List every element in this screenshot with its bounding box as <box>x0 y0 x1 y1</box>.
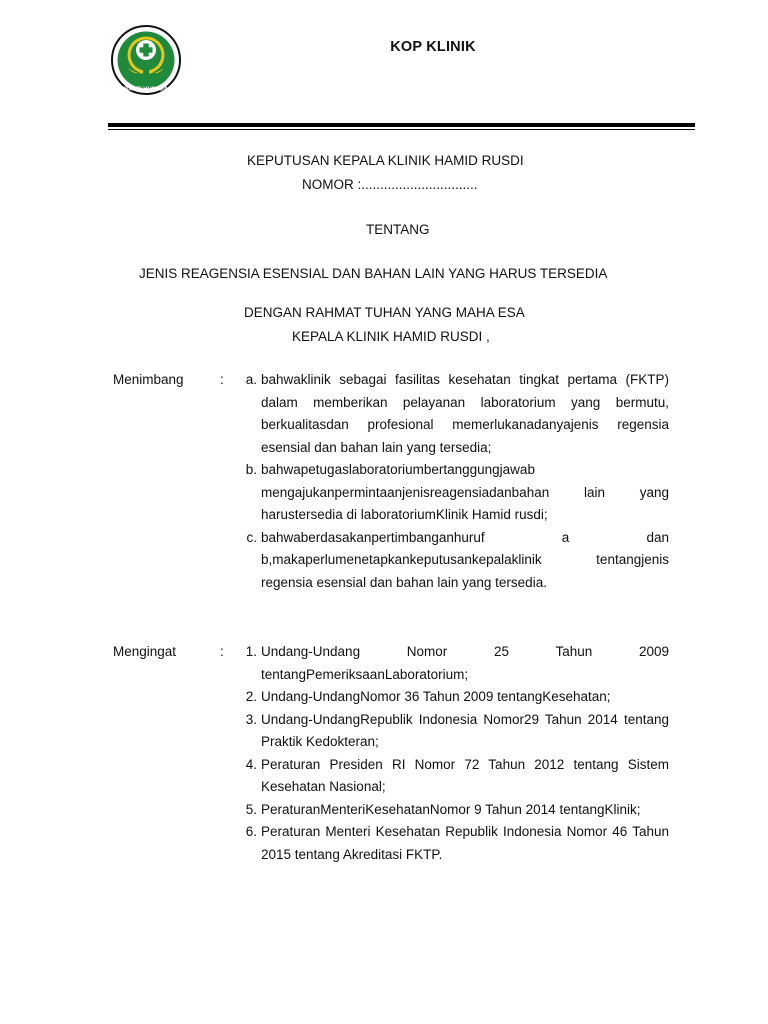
mengingat-item <box>237 821 669 866</box>
header-rule-thin <box>108 129 695 130</box>
menimbang-item <box>237 459 669 527</box>
item-text: bahwaberdasakanpertimbanganhuruf a dan b,makaperlumenetapkankeputusankepalaklinik tentangjenis regensia esensial dan bahan lain yang tersedia. <box>261 529 669 590</box>
item-text: Undang-UndangRepublik Indonesia Nomor29 Tahun 2014 tentang Praktik Kedokteran; <box>261 711 669 749</box>
item-text: bahwaklinik sebagai fasilitas kesehatan tingkat pertama (FKTP) dalam memberikan pelayanan laboratorium yang bermutu, berkualitasdan profesional memerlukanadanyajenis regensia esensial dan bahan lain yang tersedia; <box>261 372 669 455</box>
menimbang-item <box>237 369 669 459</box>
mengingat-list <box>237 641 669 866</box>
menimbang-item <box>237 527 669 595</box>
item-marker: c. <box>246 529 257 545</box>
kop-title: KOP KLINIK <box>390 39 476 55</box>
item-marker: b. <box>245 462 257 477</box>
item-marker: 5. <box>245 801 257 817</box>
mengingat-item <box>237 686 669 709</box>
header-rule-thick <box>108 123 695 127</box>
item-marker: 4. <box>245 756 257 772</box>
mengingat-label: Mengingat <box>113 644 177 659</box>
mengingat-item <box>237 754 669 799</box>
decree-title: KEPUTUSAN KEPALA KLINIK HAMID RUSDI <box>247 153 524 168</box>
item-marker: a. <box>245 372 257 387</box>
mengingat-colon: : <box>220 644 224 659</box>
tentang-heading: TENTANG <box>366 222 430 237</box>
menimbang-colon: : <box>220 372 224 387</box>
item-marker: 3. <box>245 711 257 727</box>
mengingat-item <box>237 641 669 686</box>
item-text: Undang-UndangNomor 36 Tahun 2009 tentangKesehatan; <box>261 689 611 704</box>
mengingat-item <box>237 799 669 822</box>
item-text: Undang-Undang Nomor 25 Tahun 2009 tentangPemeriksaanLaboratorium; <box>261 644 669 682</box>
item-text: bahwapetugaslaboratoriumbertanggungjawab mengajukanpermintaanjenisreagensiadanbahan lain yang harustersedia di laboratoriumKlinik Hamid rusdi; <box>261 462 669 522</box>
item-marker: 2. <box>245 689 257 704</box>
menimbang-list <box>237 369 669 594</box>
issuer-line: KEPALA KLINIK HAMID RUSDI , <box>292 329 490 344</box>
logo-text: BAKTI HUSADA <box>123 86 169 93</box>
item-marker: 6. <box>245 824 257 839</box>
decree-number: NOMOR :............................... <box>302 177 478 192</box>
item-text: Peraturan Menteri Kesehatan Republik Indonesia Nomor 46 Tahun 2015 tentang Akreditasi FKTP. <box>261 824 669 862</box>
item-text: PeraturanMenteriKesehatanNomor 9 Tahun 2014 tentangKlinik; <box>261 801 641 817</box>
invocation-line: DENGAN RAHMAT TUHAN YANG MAHA ESA <box>244 305 525 320</box>
mengingat-item <box>237 709 669 754</box>
item-text: Peraturan Presiden RI Nomor 72 Tahun 2012 tentang Sistem Kesehatan Nasional; <box>261 756 669 794</box>
menimbang-label: Menimbang <box>113 372 184 387</box>
decree-subject: JENIS REAGENSIA ESENSIAL DAN BAHAN LAIN YANG HARUS TERSEDIA <box>139 266 608 281</box>
item-marker: 1. <box>245 644 257 659</box>
bakti-husada-logo <box>108 24 184 96</box>
